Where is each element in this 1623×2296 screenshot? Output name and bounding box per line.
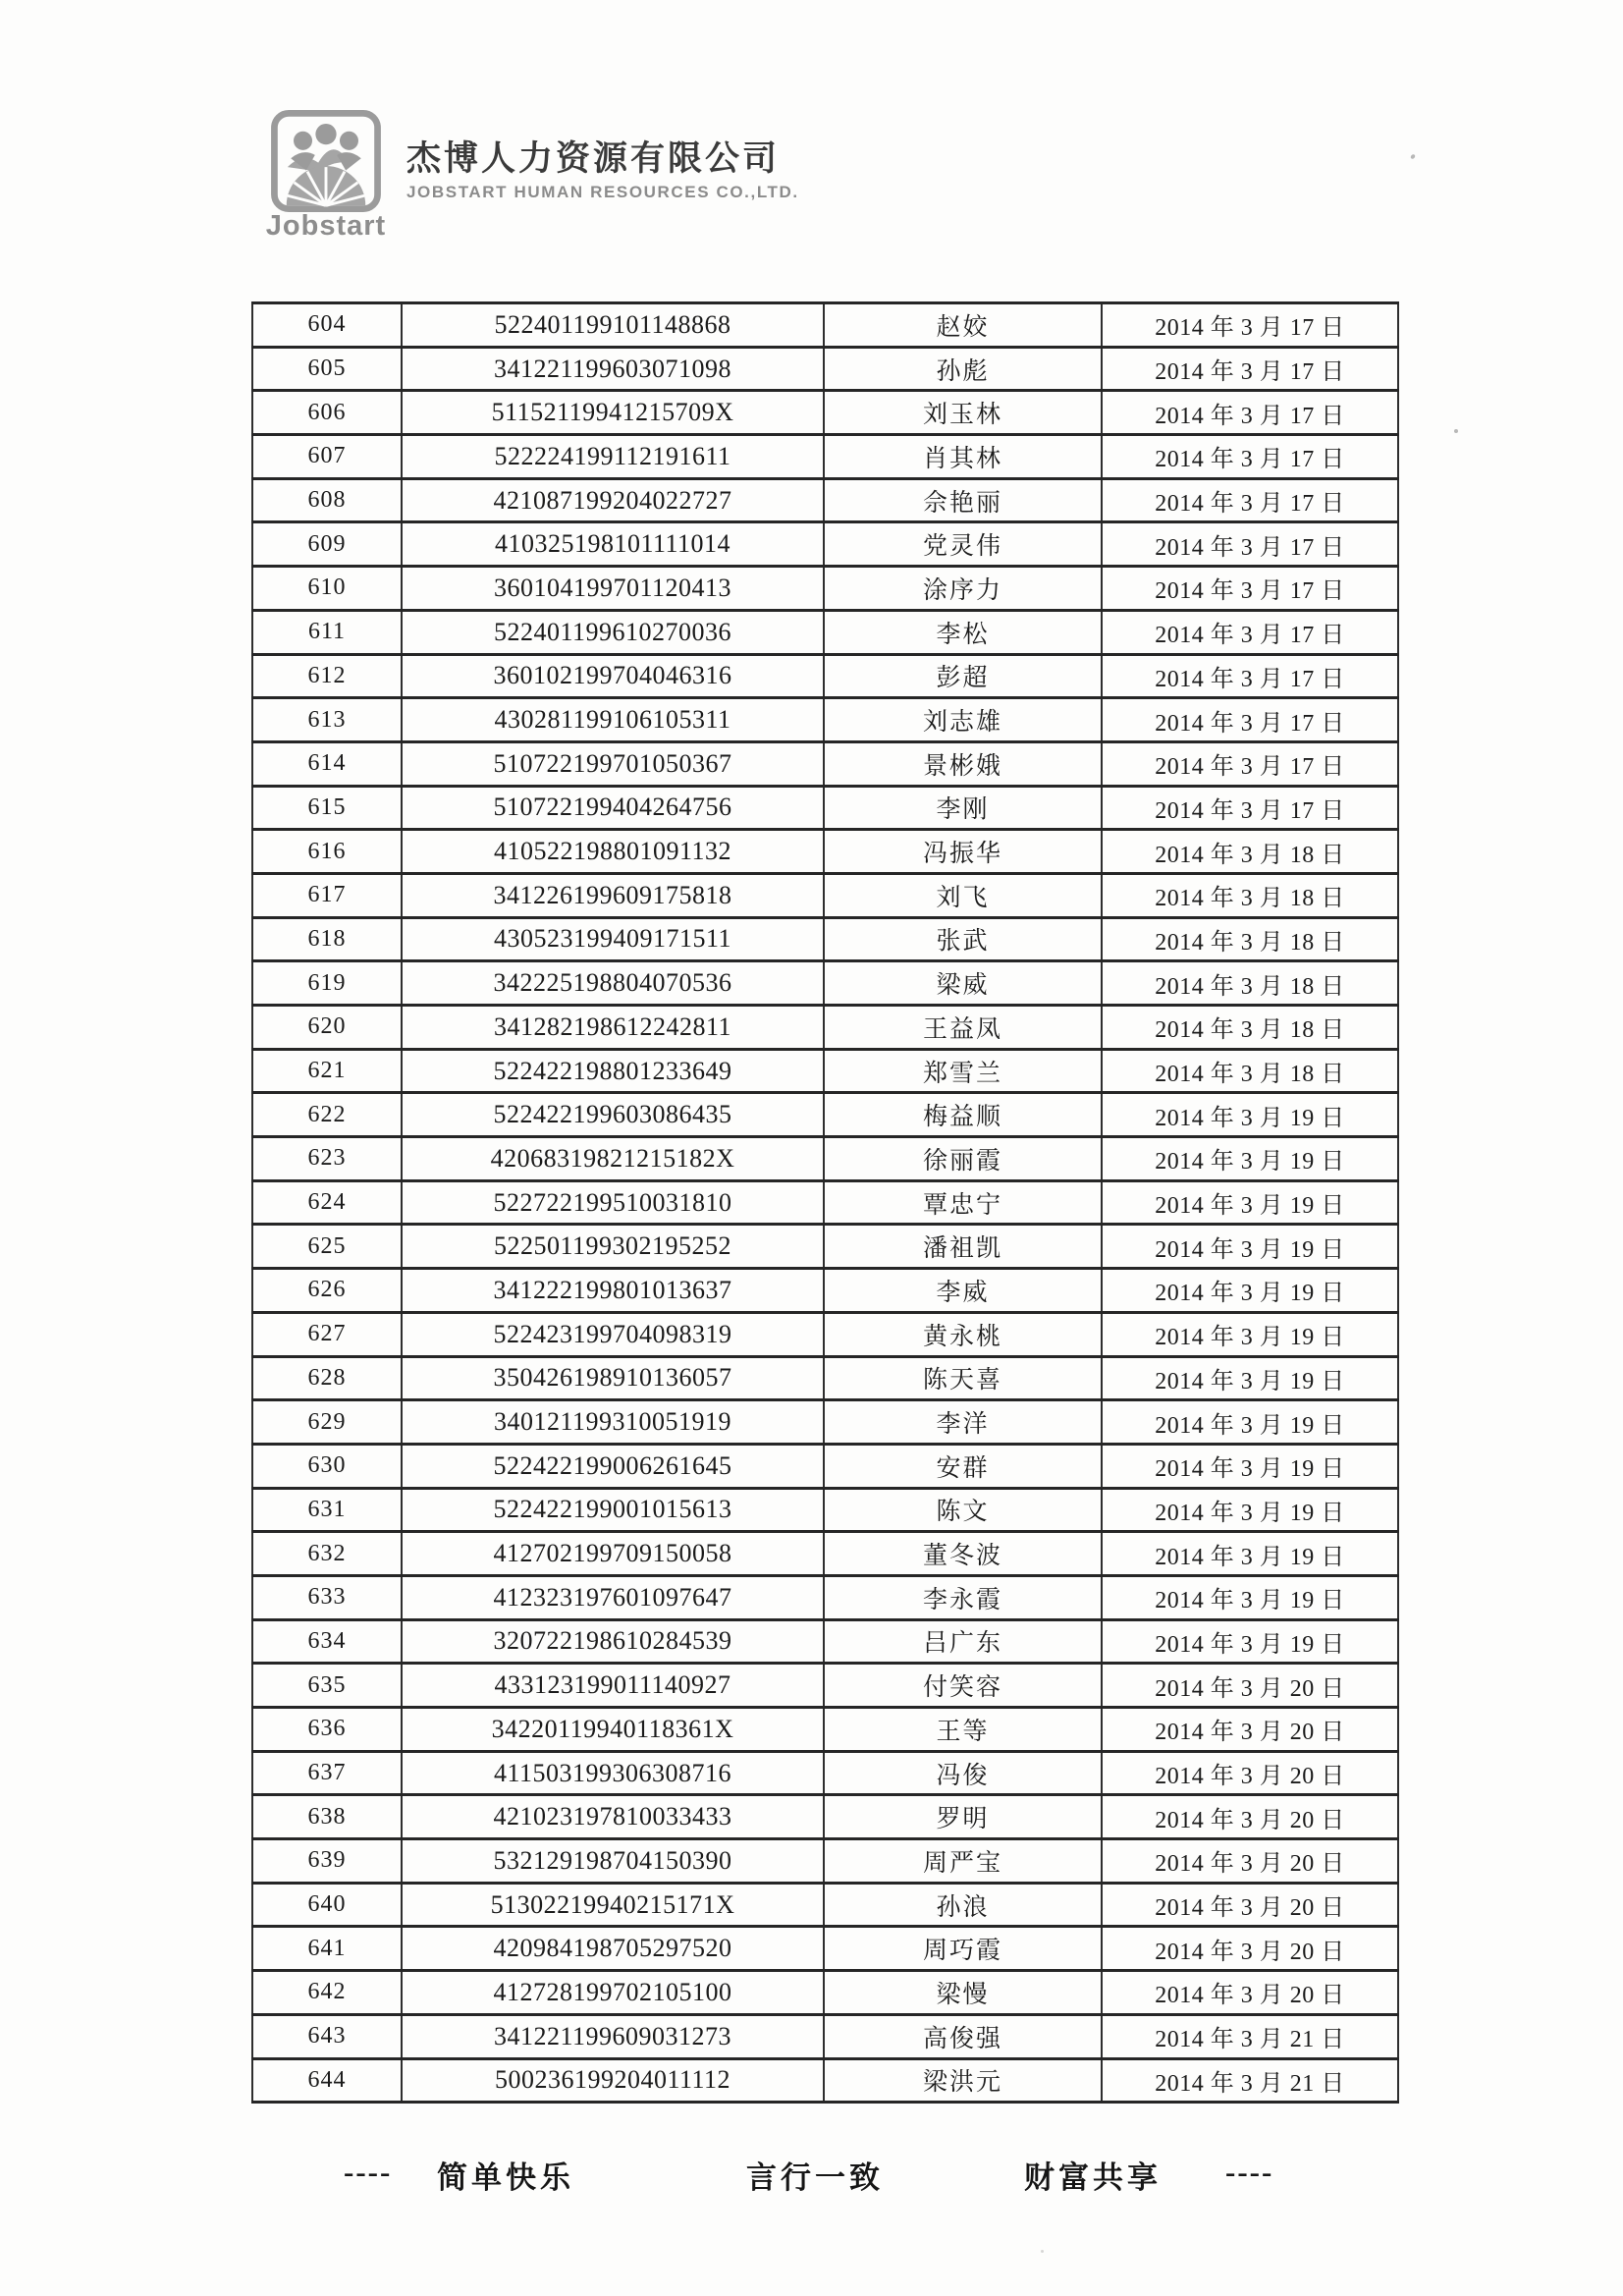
table-row [252,786,1398,830]
id-number-cell: 360102199704046316 [402,654,824,698]
row-number-cell: 614 [252,741,402,786]
footer-motto-wealth-sharing: 财富共享 [1024,2160,1162,2195]
registration-table-wrap [251,301,1397,2104]
id-number-cell: 430281199106105311 [402,698,824,742]
date-cell: 2014 年 3 月 19 日 [1102,1356,1398,1400]
date-cell: 2014 年 3 月 17 日 [1102,567,1398,611]
row-number-cell: 605 [252,347,402,391]
table-row [252,1137,1398,1181]
scan-speck [1041,2250,1044,2253]
table-row [252,917,1398,961]
id-number-cell: 433123199011140927 [402,1664,824,1708]
row-number-cell: 633 [252,1575,402,1619]
name-cell: 付笑容 [824,1664,1102,1708]
date-cell: 2014 年 3 月 20 日 [1102,1971,1398,2015]
name-cell: 罗明 [824,1795,1102,1839]
row-number-cell: 635 [252,1664,402,1708]
row-number-cell: 628 [252,1356,402,1400]
id-number-cell: 340121199310051919 [402,1400,824,1445]
date-cell: 2014 年 3 月 17 日 [1102,522,1398,567]
table-row [252,1619,1398,1664]
row-number-cell: 642 [252,1971,402,2015]
date-cell: 2014 年 3 月 18 日 [1102,917,1398,961]
date-cell: 2014 年 3 月 20 日 [1102,1664,1398,1708]
name-cell: 李刚 [824,786,1102,830]
name-cell: 潘祖凯 [824,1225,1102,1269]
company-name-english: JOBSTART HUMAN RESOURCES CO.,LTD. [406,183,799,201]
name-cell: 覃忠宁 [824,1180,1102,1225]
company-name-chinese: 杰博人力资源有限公司 [406,139,781,178]
id-number-cell: 341282198612242811 [402,1006,824,1050]
row-number-cell: 611 [252,610,402,654]
table-row [252,1006,1398,1050]
motto-footer [0,2153,1623,2200]
name-cell: 党灵伟 [824,522,1102,567]
name-cell: 冯俊 [824,1751,1102,1795]
company-header [263,110,799,243]
table-row [252,873,1398,917]
row-number-cell: 616 [252,830,402,874]
name-cell: 肖其林 [824,435,1102,479]
table-row [252,961,1398,1006]
logo-wordmark: Jobstart [265,210,387,242]
table-row [252,1312,1398,1356]
row-number-cell: 632 [252,1532,402,1576]
table-row [252,1400,1398,1445]
id-number-cell: 522422198801233649 [402,1049,824,1093]
date-cell: 2014 年 3 月 18 日 [1102,873,1398,917]
row-number-cell: 609 [252,522,402,567]
table-row [252,698,1398,742]
name-cell: 李松 [824,610,1102,654]
date-cell: 2014 年 3 月 21 日 [1102,2058,1398,2103]
date-cell: 2014 年 3 月 17 日 [1102,391,1398,435]
id-number-cell: 522224199112191611 [402,435,824,479]
name-cell: 梁威 [824,961,1102,1006]
name-cell: 周巧霞 [824,1927,1102,1971]
id-number-cell: 360104199701120413 [402,567,824,611]
name-cell: 陈文 [824,1488,1102,1532]
row-number-cell: 634 [252,1619,402,1664]
date-cell: 2014 年 3 月 19 日 [1102,1444,1398,1488]
date-cell: 2014 年 3 月 19 日 [1102,1269,1398,1313]
id-number-cell: 430523199409171511 [402,917,824,961]
id-number-cell: 51152119941215709X [402,391,824,435]
row-number-cell: 622 [252,1093,402,1137]
table-row [252,1049,1398,1093]
date-cell: 2014 年 3 月 17 日 [1102,741,1398,786]
table-row [252,303,1398,348]
id-number-cell: 341222199801013637 [402,1269,824,1313]
date-cell: 2014 年 3 月 19 日 [1102,1575,1398,1619]
date-cell: 2014 年 3 月 17 日 [1102,786,1398,830]
table-row [252,1708,1398,1752]
id-number-cell: 341221199603071098 [402,347,824,391]
name-cell: 郑雪兰 [824,1049,1102,1093]
table-row [252,610,1398,654]
table-row [252,1971,1398,2015]
name-cell: 彭超 [824,654,1102,698]
id-number-cell: 412728199702105100 [402,1971,824,2015]
name-cell: 黄永桃 [824,1312,1102,1356]
footer-left-dashes: ---- [344,2155,393,2189]
table-row [252,567,1398,611]
table-row [252,1927,1398,1971]
date-cell: 2014 年 3 月 19 日 [1102,1180,1398,1225]
table-row [252,1444,1398,1488]
date-cell: 2014 年 3 月 20 日 [1102,1927,1398,1971]
table-row [252,741,1398,786]
date-cell: 2014 年 3 月 20 日 [1102,1839,1398,1884]
id-number-cell: 411503199306308716 [402,1751,824,1795]
footer-motto-simple-happy: 简单快乐 [437,2160,574,2195]
name-cell: 李洋 [824,1400,1102,1445]
date-cell: 2014 年 3 月 17 日 [1102,303,1398,348]
footer-right-dashes: ---- [1225,2155,1274,2189]
footer-motto-words-deeds: 言行一致 [746,2160,884,2195]
name-cell: 王益凤 [824,1006,1102,1050]
name-cell: 梁慢 [824,1971,1102,2015]
id-number-cell: 500236199204011112 [402,2058,824,2103]
table-row [252,1269,1398,1313]
date-cell: 2014 年 3 月 20 日 [1102,1883,1398,1927]
id-number-cell: 320722198610284539 [402,1619,824,1664]
registration-table [251,301,1399,2104]
name-cell: 李威 [824,1269,1102,1313]
id-number-cell: 341226199609175818 [402,873,824,917]
name-cell: 陈天喜 [824,1356,1102,1400]
scan-speck [1410,153,1416,159]
table-row [252,830,1398,874]
id-number-cell: 341221199609031273 [402,2014,824,2058]
date-cell: 2014 年 3 月 18 日 [1102,1006,1398,1050]
date-cell: 2014 年 3 月 19 日 [1102,1137,1398,1181]
id-number-cell: 410325198101111014 [402,522,824,567]
table-row [252,1532,1398,1576]
date-cell: 2014 年 3 月 19 日 [1102,1400,1398,1445]
name-cell: 刘玉林 [824,391,1102,435]
jobstart-people-sun-icon [271,110,381,212]
id-number-cell: 522401199610270036 [402,610,824,654]
id-number-cell: 510722199404264756 [402,786,824,830]
id-number-cell: 510722199701050367 [402,741,824,786]
row-number-cell: 620 [252,1006,402,1050]
table-row [252,654,1398,698]
name-cell: 景彬娥 [824,741,1102,786]
id-number-cell: 522422199001015613 [402,1488,824,1532]
table-row [252,1225,1398,1269]
name-cell: 赵姣 [824,303,1102,348]
name-cell: 徐丽霞 [824,1137,1102,1181]
id-number-cell: 421087199204022727 [402,478,824,522]
table-row [252,522,1398,567]
name-cell: 梁洪元 [824,2058,1102,2103]
table-row [252,2058,1398,2103]
row-number-cell: 623 [252,1137,402,1181]
name-cell: 李永霞 [824,1575,1102,1619]
scan-speck [1454,429,1458,433]
date-cell: 2014 年 3 月 17 日 [1102,610,1398,654]
row-number-cell: 638 [252,1795,402,1839]
name-cell: 孙彪 [824,347,1102,391]
name-cell: 涂序力 [824,567,1102,611]
row-number-cell: 644 [252,2058,402,2103]
id-number-cell: 34220119940118361X [402,1708,824,1752]
table-row [252,2014,1398,2058]
row-number-cell: 621 [252,1049,402,1093]
date-cell: 2014 年 3 月 19 日 [1102,1619,1398,1664]
table-row [252,478,1398,522]
table-row [252,1751,1398,1795]
name-cell: 刘志雄 [824,698,1102,742]
row-number-cell: 606 [252,391,402,435]
id-number-cell: 42068319821215182X [402,1137,824,1181]
id-number-cell: 412323197601097647 [402,1575,824,1619]
name-cell: 孙浪 [824,1883,1102,1927]
table-row [252,1575,1398,1619]
id-number-cell: 342225198804070536 [402,961,824,1006]
row-number-cell: 625 [252,1225,402,1269]
name-cell: 王等 [824,1708,1102,1752]
row-number-cell: 615 [252,786,402,830]
row-number-cell: 618 [252,917,402,961]
date-cell: 2014 年 3 月 21 日 [1102,2014,1398,2058]
date-cell: 2014 年 3 月 17 日 [1102,478,1398,522]
id-number-cell: 522423199704098319 [402,1312,824,1356]
table-row [252,347,1398,391]
table-row [252,1839,1398,1884]
table-row [252,1664,1398,1708]
table-row [252,435,1398,479]
date-cell: 2014 年 3 月 17 日 [1102,654,1398,698]
date-cell: 2014 年 3 月 18 日 [1102,961,1398,1006]
company-names [406,110,799,202]
date-cell: 2014 年 3 月 18 日 [1102,830,1398,874]
row-number-cell: 607 [252,435,402,479]
id-number-cell: 522422199006261645 [402,1444,824,1488]
date-cell: 2014 年 3 月 17 日 [1102,347,1398,391]
id-number-cell: 412702199709150058 [402,1532,824,1576]
date-cell: 2014 年 3 月 19 日 [1102,1532,1398,1576]
row-number-cell: 631 [252,1488,402,1532]
row-number-cell: 627 [252,1312,402,1356]
row-number-cell: 630 [252,1444,402,1488]
name-cell: 梅益顺 [824,1093,1102,1137]
id-number-cell: 51302219940215171X [402,1883,824,1927]
id-number-cell: 350426198910136057 [402,1356,824,1400]
id-number-cell: 410522198801091132 [402,830,824,874]
table-row [252,1795,1398,1839]
row-number-cell: 629 [252,1400,402,1445]
date-cell: 2014 年 3 月 19 日 [1102,1488,1398,1532]
id-number-cell: 420984198705297520 [402,1927,824,1971]
row-number-cell: 626 [252,1269,402,1313]
name-cell: 安群 [824,1444,1102,1488]
date-cell: 2014 年 3 月 19 日 [1102,1093,1398,1137]
id-number-cell: 532129198704150390 [402,1839,824,1884]
name-cell: 刘飞 [824,873,1102,917]
date-cell: 2014 年 3 月 18 日 [1102,1049,1398,1093]
name-cell: 张武 [824,917,1102,961]
table-row [252,1488,1398,1532]
id-number-cell: 421023197810033433 [402,1795,824,1839]
id-number-cell: 522722199510031810 [402,1180,824,1225]
row-number-cell: 617 [252,873,402,917]
row-number-cell: 624 [252,1180,402,1225]
date-cell: 2014 年 3 月 20 日 [1102,1708,1398,1752]
row-number-cell: 636 [252,1708,402,1752]
row-number-cell: 619 [252,961,402,1006]
row-number-cell: 613 [252,698,402,742]
id-number-cell: 522422199603086435 [402,1093,824,1137]
name-cell: 吕广东 [824,1619,1102,1664]
id-table-body [252,303,1398,2103]
date-cell: 2014 年 3 月 20 日 [1102,1751,1398,1795]
table-row [252,1356,1398,1400]
date-cell: 2014 年 3 月 19 日 [1102,1225,1398,1269]
date-cell: 2014 年 3 月 20 日 [1102,1795,1398,1839]
row-number-cell: 612 [252,654,402,698]
name-cell: 周严宝 [824,1839,1102,1884]
id-number-cell: 522401199101148868 [402,303,824,348]
table-row [252,1180,1398,1225]
row-number-cell: 643 [252,2014,402,2058]
row-number-cell: 608 [252,478,402,522]
name-cell: 佘艳丽 [824,478,1102,522]
row-number-cell: 610 [252,567,402,611]
table-row [252,1093,1398,1137]
row-number-cell: 604 [252,303,402,348]
table-row [252,1883,1398,1927]
date-cell: 2014 年 3 月 19 日 [1102,1312,1398,1356]
name-cell: 冯振华 [824,830,1102,874]
table-row [252,391,1398,435]
jobstart-logo [263,110,389,243]
name-cell: 高俊强 [824,2014,1102,2058]
row-number-cell: 641 [252,1927,402,1971]
row-number-cell: 637 [252,1751,402,1795]
row-number-cell: 640 [252,1883,402,1927]
id-number-cell: 522501199302195252 [402,1225,824,1269]
row-number-cell: 639 [252,1839,402,1884]
date-cell: 2014 年 3 月 17 日 [1102,435,1398,479]
date-cell: 2014 年 3 月 17 日 [1102,698,1398,742]
name-cell: 董冬波 [824,1532,1102,1576]
